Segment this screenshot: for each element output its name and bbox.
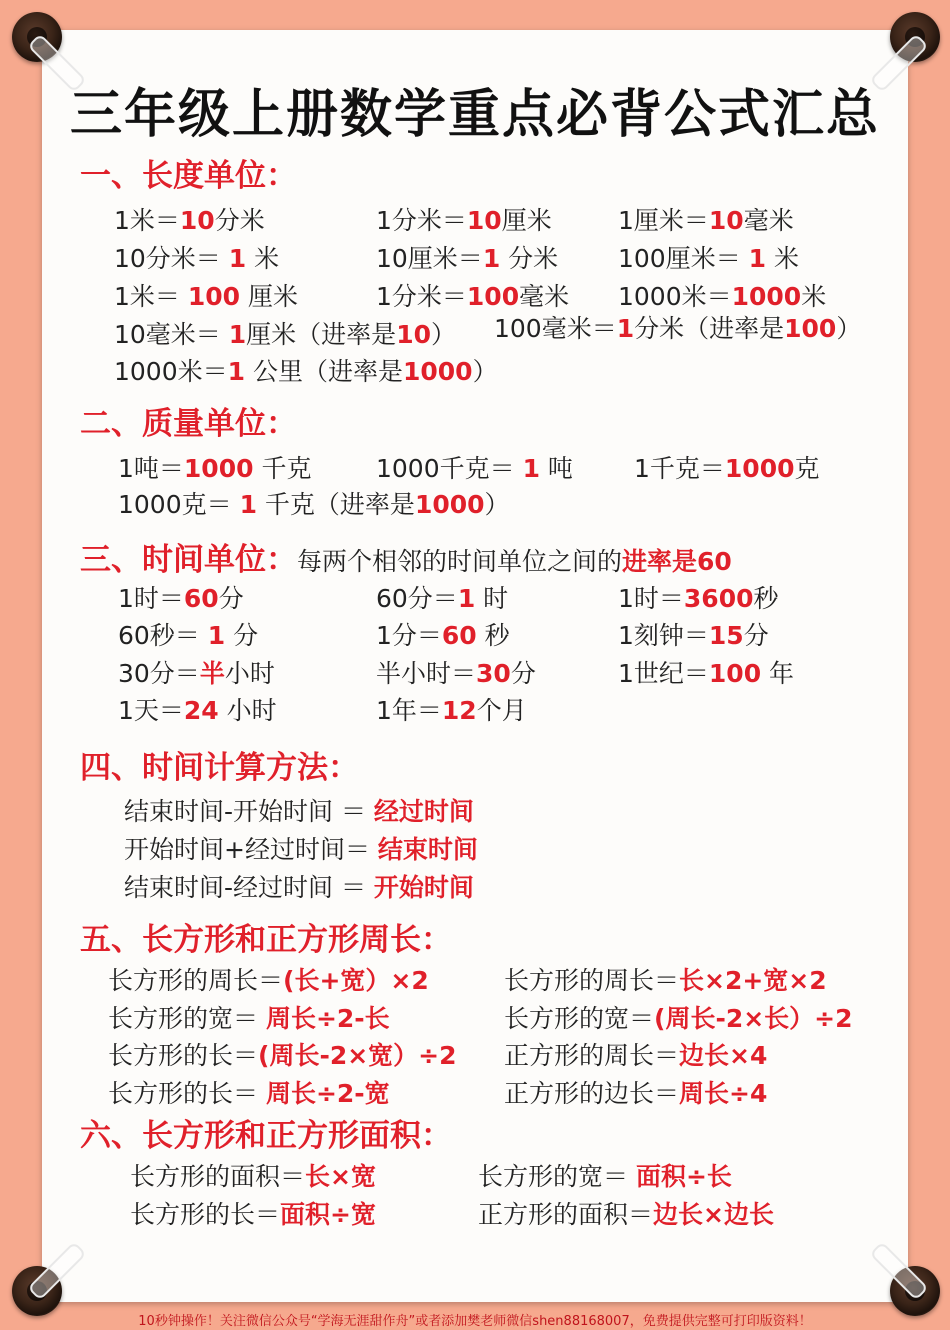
formula-text: 结束时间-开始时间 ＝: [124, 797, 374, 826]
formula-value: 3600: [683, 584, 754, 613]
formula-line: [118, 659, 275, 689]
formula-line: [124, 835, 478, 865]
formula-text: 10毫米＝: [114, 320, 229, 349]
formula-text: 1年＝: [376, 696, 442, 725]
formula-text: 公里（进率是: [245, 357, 403, 386]
formula-value: (长+宽）×2: [283, 966, 429, 995]
formula-text: 1世纪＝: [618, 659, 709, 688]
formula-line: [504, 1041, 767, 1071]
formula-line: [118, 454, 311, 484]
formula-value: 1000: [731, 282, 802, 311]
formula-value: 1: [228, 320, 247, 349]
formula-text: 毫米: [743, 206, 794, 235]
formula-text: 长方形的长＝: [108, 1079, 266, 1108]
formula-text: 60分＝: [376, 584, 458, 613]
formula-line: [618, 244, 799, 274]
formula-line: [124, 797, 474, 827]
formula-value: (周长-2×长）÷2: [654, 1004, 853, 1033]
formula-text: 分: [225, 621, 259, 650]
formula-text: 长方形的周长＝: [108, 966, 284, 995]
formula-value: 1: [522, 454, 540, 483]
formula-value: 15: [708, 621, 744, 650]
formula-line: [114, 282, 298, 312]
formula-text: 1天＝: [118, 696, 184, 725]
formula-text: 长方形的宽＝: [108, 1004, 266, 1033]
formula-line: [376, 454, 573, 484]
formula-text: 100毫米＝: [494, 314, 617, 343]
formula-text: 开始时间+经过时间＝: [124, 835, 378, 864]
formula-text: 长方形的长＝: [108, 1041, 259, 1070]
formula-text: 分: [743, 621, 769, 650]
formula-text: 米: [766, 244, 800, 273]
formula-line: [618, 584, 779, 614]
formula-text: 10厘米＝: [376, 244, 483, 273]
section-heading-perimeter: 五、长方形和正方形周长：: [80, 922, 452, 958]
formula-value: 周长÷2-宽: [265, 1079, 390, 1108]
formula-text: 小时: [218, 696, 277, 725]
formula-line: [376, 584, 508, 614]
formula-line: [130, 1162, 376, 1192]
formula-text: 长方形的面积＝: [130, 1162, 306, 1191]
formula-line: [118, 696, 277, 726]
formula-text: 毫米: [519, 282, 570, 311]
formula-line: [114, 357, 498, 387]
formula-value: 长×2+宽×2: [679, 966, 827, 995]
formula-value: 24: [183, 696, 219, 725]
formula-line: [114, 244, 279, 274]
formula-value: 1000: [183, 454, 254, 483]
formula-text: ）: [836, 314, 862, 343]
formula-text: 厘米（进率是: [246, 320, 397, 349]
formula-value: 100: [784, 314, 837, 343]
formula-line: [108, 966, 429, 996]
formula-text: 厘米: [501, 206, 552, 235]
formula-text: 1000千克＝: [376, 454, 523, 483]
formula-text: 克: [794, 454, 820, 483]
formula-value: 1: [228, 244, 247, 273]
formula-text: 1000米＝: [114, 357, 228, 386]
formula-text: 1千克＝: [634, 454, 725, 483]
formula-line: [376, 206, 552, 236]
formula-value: 100: [466, 282, 520, 311]
formula-text: 1分＝: [376, 621, 442, 650]
page-title: 三年级上册数学重点必背公式汇总: [69, 85, 880, 145]
formula-value: 100: [187, 282, 241, 311]
formula-text: ）: [430, 320, 456, 349]
formula-value: 1000: [724, 454, 795, 483]
formula-value: 10: [179, 206, 215, 235]
formula-value: 边长×4: [679, 1041, 768, 1070]
formula-value: 长×宽: [305, 1162, 376, 1191]
formula-line: [618, 282, 826, 312]
formula-text: 长方形的长＝: [130, 1200, 281, 1229]
formula-line: [376, 244, 558, 274]
formula-text: 60秒＝: [118, 621, 208, 650]
formula-value: 周长÷2-长: [265, 1004, 390, 1033]
section-heading-time-calc: 四、时间计算方法：: [80, 750, 359, 786]
formula-value: 60: [183, 584, 219, 613]
formula-line: [118, 621, 258, 651]
formula-line: [504, 1004, 853, 1034]
formula-value: 1000: [414, 490, 485, 519]
formula-text: 1吨＝: [118, 454, 184, 483]
formula-text: ）: [472, 357, 498, 386]
formula-text: 结束时间-经过时间 ＝: [124, 873, 374, 902]
formula-text: 秒: [753, 584, 779, 613]
formula-line: [376, 282, 569, 312]
formula-text: 千克（进率是: [256, 490, 415, 519]
formula-value: 100: [708, 659, 762, 688]
formula-text: 1分米＝: [376, 282, 467, 311]
formula-line: [118, 490, 510, 520]
formula-line: [130, 1200, 376, 1230]
formula-value: 10: [396, 320, 431, 349]
formula-value: 1: [616, 314, 635, 343]
formula-line: [478, 1200, 774, 1230]
formula-text: 千克: [253, 454, 312, 483]
formula-text: 吨: [539, 454, 573, 483]
formula-text: 1时＝: [118, 584, 184, 613]
formula-value: 10: [466, 206, 502, 235]
formula-line: [108, 1041, 457, 1071]
formula-value: 边长×边长: [653, 1200, 774, 1229]
formula-line: [108, 1079, 390, 1109]
section-heading-length: 一、长度单位：: [80, 158, 297, 194]
formula-text: 1厘米＝: [618, 206, 709, 235]
formula-line: [124, 873, 474, 903]
formula-text: 1米＝: [114, 206, 180, 235]
formula-text: 半小时＝: [376, 659, 477, 688]
formula-line: [376, 696, 527, 726]
formula-value: 1: [748, 244, 767, 273]
formula-line: [376, 659, 536, 689]
formula-line: [504, 966, 827, 996]
formula-text: 米: [246, 244, 280, 273]
formula-value: 面积÷长: [635, 1162, 732, 1191]
formula-line: [618, 621, 769, 651]
formula-value: 开始时间: [373, 873, 474, 902]
formula-text: 时: [475, 584, 509, 613]
formula-text: 1000克＝: [118, 490, 240, 519]
formula-text: 分米: [214, 206, 265, 235]
formula-value: 半: [199, 659, 225, 688]
formula-line: [118, 584, 244, 614]
formula-text: 小时: [224, 659, 275, 688]
formula-value: 10: [708, 206, 744, 235]
formula-text: 长方形的宽＝: [504, 1004, 655, 1033]
formula-text: 100厘米＝: [618, 244, 749, 273]
formula-line: [504, 1079, 767, 1109]
formula-value: 1: [207, 621, 226, 650]
formula-text: 1时＝: [618, 584, 684, 613]
formula-line: [618, 206, 794, 236]
formula-text: 正方形的周长＝: [504, 1041, 680, 1070]
formula-text: 30分＝: [118, 659, 200, 688]
formula-text: 年: [761, 659, 795, 688]
formula-value: 60: [441, 621, 477, 650]
formula-text: 个月: [476, 696, 527, 725]
formula-value: 结束时间: [377, 835, 478, 864]
formula-line: [376, 621, 510, 651]
formula-value: 1: [482, 244, 501, 273]
formula-value: 1000: [402, 357, 473, 386]
formula-value: 30: [476, 659, 511, 688]
formula-text: 长方形的周长＝: [504, 966, 680, 995]
formula-text: 正方形的边长＝: [504, 1079, 680, 1108]
section-heading-area: 六、长方形和正方形面积：: [80, 1118, 452, 1154]
section-heading-mass: 二、质量单位：: [80, 406, 297, 442]
formula-text: 分: [218, 584, 244, 613]
formula-value: 经过时间: [373, 797, 474, 826]
formula-text: 分米: [500, 244, 559, 273]
formula-line: [114, 320, 456, 350]
formula-text: 1刻钟＝: [618, 621, 709, 650]
formula-text: 分: [510, 659, 536, 688]
section-heading-time: 三、时间单位：每两个相邻的时间单位之间的进率是60: [80, 542, 732, 578]
formula-text: 1000米＝: [618, 282, 732, 311]
formula-value: 1: [227, 357, 246, 386]
formula-text: 秒: [476, 621, 510, 650]
formula-value: 1: [239, 490, 257, 519]
footer-note: 10秒钟操作！关注微信公众号“学海无涯甜作舟”或者添加樊老师微信shen88168007，免费提供完整可打印版资料！: [138, 1314, 812, 1329]
formula-value: 面积÷宽: [280, 1200, 376, 1229]
formula-text: 长方形的宽＝: [478, 1162, 636, 1191]
formula-text: 厘米: [240, 282, 298, 311]
formula-line: [634, 454, 820, 484]
formula-value: 12: [441, 696, 477, 725]
formula-value: 周长÷4: [679, 1079, 768, 1108]
formula-line: [114, 206, 265, 236]
formula-text: 10分米＝: [114, 244, 229, 273]
formula-text: 米: [801, 282, 827, 311]
formula-text: ）: [484, 490, 510, 519]
formula-text: 分米（进率是: [634, 314, 785, 343]
formula-text: 正方形的面积＝: [478, 1200, 654, 1229]
formula-line: [494, 314, 861, 344]
formula-value: (周长-2×宽）÷2: [258, 1041, 457, 1070]
formula-value: 1: [457, 584, 476, 613]
formula-text: 1分米＝: [376, 206, 467, 235]
formula-line: [618, 659, 794, 689]
formula-text: 1米＝: [114, 282, 188, 311]
formula-line: [478, 1162, 732, 1192]
formula-line: [108, 1004, 390, 1034]
